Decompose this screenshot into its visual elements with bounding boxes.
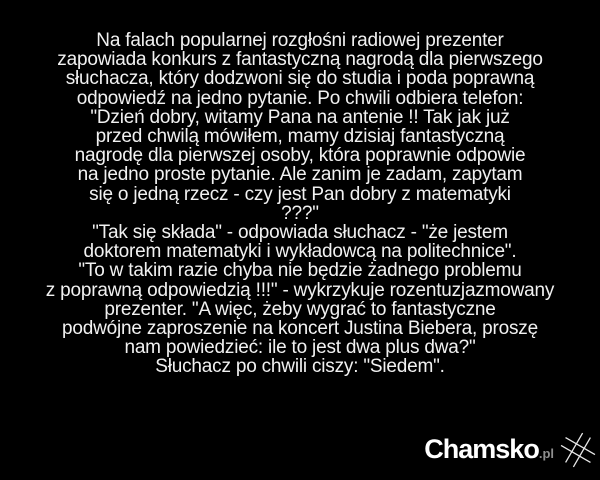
joke-line: nam powiedzieć: ile to jest dwa plus dwa?"	[124, 337, 476, 359]
joke-line: na jedno proste pytanie. Ale zanim je zadam, zapytam	[77, 164, 523, 186]
joke-line: przed chwilą mówiłem, mamy dzisiaj fantastyczną	[95, 126, 505, 148]
logo-wordmark	[424, 434, 554, 465]
tilted-hash-icon	[557, 421, 599, 477]
logo-tld: .pl	[538, 445, 554, 461]
joke-line: podwójne zaproszenie na koncert Justina Biebera, proszę	[62, 318, 538, 340]
joke-line: z poprawną odpowiedzią !!!" - wykrzykuje rozentuzjazmowany	[45, 279, 555, 301]
joke-line: ???"	[281, 202, 319, 224]
joke-line: słuchacza, który dodzwoni się do studia i poda poprawną	[65, 68, 535, 90]
joke-line: "To w takim razie chyba nie będzie żadnego problemu	[78, 260, 522, 282]
joke-line: Na falach popularnej rozgłośni radiowej prezenter	[96, 30, 504, 51]
joke-line: prezenter. "A więc, żeby wygrać to fantastyczne	[104, 298, 496, 320]
joke-line: nagrodę dla pierwszej osoby, która poprawnie odpowie	[74, 145, 526, 167]
logo-name: Chamsko	[424, 433, 539, 464]
joke-line: się o jedną rzecz - czy jest Pan dobry z matematyki	[89, 183, 511, 205]
joke-line: doktorem matematyki i wykładowcą na politechnice".	[83, 241, 517, 263]
joke-line: Słuchacz po chwili ciszy: "Siedem".	[155, 356, 445, 378]
chamsko-logo	[424, 421, 599, 477]
joke-line: zapowiada konkurs z fantastyczną nagrodą dla pierwszego	[57, 49, 543, 71]
joke-line: "Tak się składa" - odpowiada słuchacz - "że jestem	[92, 222, 508, 244]
joke-text	[0, 31, 600, 377]
joke-line: odpowiedź na jedno pytanie. Po chwili odbiera telefon:	[76, 87, 524, 109]
joke-line: "Dzień dobry, witamy Pana na antenie !! Tak jak już	[90, 106, 510, 128]
